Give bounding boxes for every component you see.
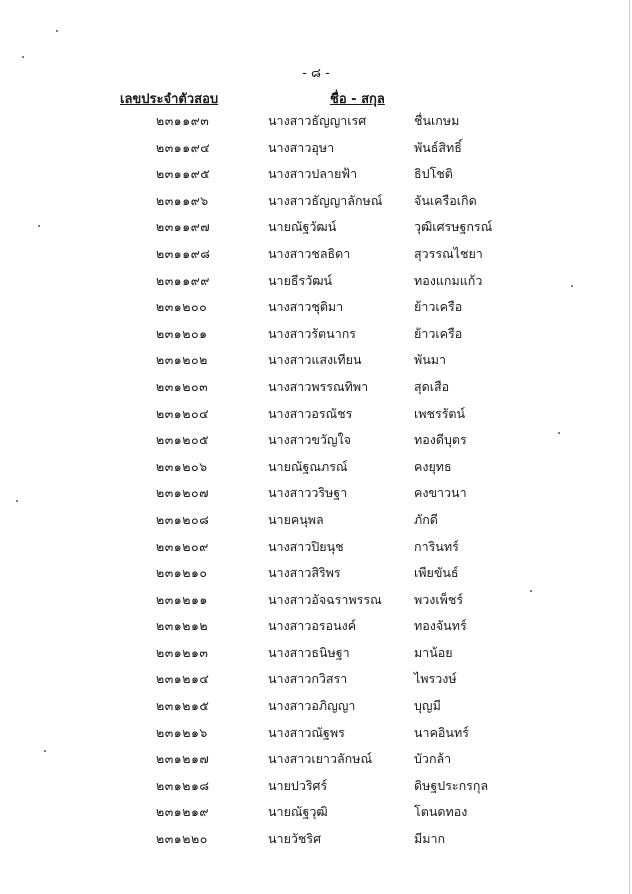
candidate-id: ๒๓๑๒๑๐ — [156, 565, 208, 581]
candidate-id: ๒๓๑๒๑๓ — [156, 644, 209, 660]
candidate-id: ๒๓๑๒๒๐ — [156, 831, 208, 847]
candidate-first-name: นางสาวธัญญาลักษณ์ — [268, 192, 383, 208]
candidate-id: ๒๓๑๒๐๒ — [156, 352, 208, 368]
candidate-last-name: ทองจันทร์ — [414, 618, 467, 634]
list-item — [0, 723, 632, 750]
scan-edge — [629, 0, 630, 894]
candidate-id: ๒๓๑๒๐๐ — [156, 299, 208, 315]
candidate-id: ๒๓๑๒๑๘ — [156, 777, 210, 793]
candidate-first-name: นายณัฐวัฒน์ — [268, 219, 337, 235]
candidate-id: ๒๓๑๒๐๗ — [156, 485, 209, 501]
candidate-id: ๒๓๑๒๑๔ — [156, 671, 210, 687]
candidate-last-name: จันเครือเกิด — [414, 192, 477, 208]
list-item — [0, 510, 632, 537]
candidate-last-name: พันธ์สิทธิ์ — [414, 139, 462, 155]
candidate-id: ๒๓๑๒๐๕ — [156, 432, 210, 448]
candidate-first-name: นางสาวชุติมา — [268, 299, 344, 315]
candidate-last-name: นาคอินทร์ — [414, 724, 469, 740]
list-item — [0, 217, 632, 244]
candidate-first-name: นางสาวพรรณทิพา — [268, 378, 369, 394]
candidate-last-name: ชื่นเกษม — [414, 113, 460, 128]
candidate-last-name: พวงเพ็ชร์ — [414, 591, 464, 607]
list-item — [0, 696, 632, 723]
list-item — [0, 164, 632, 191]
candidate-first-name: นางสาวรัตนากร — [268, 325, 357, 341]
candidate-first-name: นายณัฐณภรณ์ — [268, 458, 348, 474]
candidate-id: ๒๓๑๑๙๓ — [156, 113, 210, 128]
candidate-first-name: นางสาวปลายฟ้า — [268, 166, 358, 182]
candidate-id: ๒๓๑๒๑๗ — [156, 751, 210, 767]
candidate-last-name: มีมาก — [414, 831, 446, 847]
page-number: - ๘ - — [302, 66, 330, 81]
candidate-id: ๒๓๑๒๐๙ — [156, 538, 209, 554]
candidate-last-name: พันมา — [414, 352, 447, 368]
candidate-first-name: นายธีรวัฒน์ — [268, 272, 333, 288]
candidate-id: ๒๓๑๑๙๗ — [156, 219, 211, 235]
scan-speck — [56, 30, 58, 32]
candidate-id: ๒๓๑๒๑๖ — [156, 724, 208, 740]
candidate-first-name: นางสาวอัจฉราพรรณ — [268, 591, 382, 607]
candidate-first-name: นางสาวอุษา — [268, 139, 335, 155]
candidate-last-name: สุวรรณไชยา — [414, 245, 483, 261]
list-item — [0, 111, 632, 138]
candidate-first-name: นางสาวขวัญใจ — [268, 432, 351, 448]
list-item — [0, 802, 632, 829]
candidate-first-name: นางสาวปิยนุช — [268, 538, 344, 554]
list-item — [0, 749, 632, 776]
candidate-first-name: นายณัฐวุฒิ — [268, 804, 328, 820]
scan-speck — [16, 500, 18, 502]
candidate-first-name: นางสาวสิริพร — [268, 565, 341, 581]
candidate-last-name: โตนดทอง — [414, 804, 468, 820]
list-item — [0, 829, 632, 856]
list-item — [0, 616, 632, 643]
scan-speck — [530, 590, 532, 592]
candidate-first-name: นางสาวเยาวลักษณ์ — [268, 751, 373, 767]
candidate-first-name: นางสาวธนิษฐา — [268, 644, 350, 660]
candidate-first-name: นางสาวอรอนงค์ — [268, 618, 357, 634]
candidate-id: ๒๓๑๒๑๑ — [156, 591, 208, 607]
candidate-first-name: นางสาววริษฐา — [268, 485, 348, 501]
scan-speck — [44, 750, 46, 752]
candidate-last-name: ย้าวเครือ — [414, 299, 463, 315]
scan-speck — [571, 285, 573, 287]
list-item — [0, 138, 632, 165]
candidate-id: ๒๓๑๑๙๖ — [156, 192, 209, 208]
candidate-first-name: นายคนุพล — [268, 511, 324, 527]
scan-speck — [38, 225, 40, 227]
candidate-last-name: เพียขันธ์ — [414, 565, 459, 581]
candidate-first-name: นางสาวธัญญาเรศ — [268, 113, 367, 128]
candidate-last-name: ทองแกมแก้ว — [414, 272, 483, 288]
candidate-last-name: บุญมี — [414, 698, 441, 714]
candidate-last-name: คงขาวนา — [414, 485, 467, 501]
candidate-id: ๒๓๑๑๙๙ — [156, 272, 210, 288]
candidate-first-name: นางสาวกวิสรา — [268, 671, 348, 687]
candidate-id: ๒๓๑๒๐๘ — [156, 511, 210, 527]
candidate-id: ๒๓๑๑๙๔ — [156, 139, 211, 155]
candidate-id: ๒๓๑๒๑๒ — [156, 618, 209, 634]
candidate-last-name: ภักดี — [414, 511, 438, 527]
candidate-first-name: นายปวริศร์ — [268, 777, 328, 793]
list-item — [0, 669, 632, 696]
candidate-first-name: นางสาวอภิญญา — [268, 698, 356, 714]
list-item — [0, 457, 632, 484]
candidate-last-name: ดิษฐประกรกุล — [414, 777, 489, 793]
candidate-last-name: ธิปโชติ — [414, 166, 453, 182]
list-item — [0, 271, 632, 298]
candidate-first-name: นายวัชริศ — [268, 831, 322, 847]
list-item — [0, 643, 632, 670]
list-item — [0, 350, 632, 377]
list-item — [0, 404, 632, 431]
candidate-last-name: ทองดีบุตร — [414, 432, 467, 448]
candidate-id: ๒๓๑๒๐๓ — [156, 378, 209, 394]
candidate-last-name: บัวกล้า — [414, 751, 452, 767]
list-item — [0, 377, 632, 404]
candidate-id: ๒๓๑๒๑๕ — [156, 698, 210, 714]
header-exam-id: เลขประจำตัวสอบ — [120, 92, 219, 107]
list-item — [0, 483, 632, 510]
scan-speck — [22, 56, 24, 58]
candidate-last-name: มาน้อย — [414, 644, 453, 660]
list-item — [0, 563, 632, 590]
list-item — [0, 324, 632, 351]
candidate-last-name: ไพรวงษ์ — [414, 671, 457, 687]
candidate-id: ๒๓๑๑๙๕ — [156, 166, 211, 182]
candidate-first-name: นางสาวแสงเทียน — [268, 352, 362, 368]
candidate-last-name: สุดเสือ — [414, 378, 450, 394]
candidate-id: ๒๓๑๒๐๔ — [156, 405, 210, 421]
candidate-id: ๒๓๑๑๙๘ — [156, 245, 211, 261]
scan-speck — [558, 432, 560, 434]
candidate-first-name: นางสาวอรณัชร — [268, 405, 353, 421]
candidate-list — [0, 111, 632, 856]
candidate-last-name: เพชรรัตน์ — [414, 405, 466, 421]
list-item — [0, 430, 632, 457]
candidate-last-name: คงยุทธ — [414, 458, 452, 474]
header-name: ชื่อ - สกุล — [330, 92, 385, 107]
list-item — [0, 776, 632, 803]
candidate-last-name: การินทร์ — [414, 538, 459, 554]
candidate-id: ๒๓๑๒๐๑ — [156, 325, 208, 341]
list-item — [0, 191, 632, 218]
list-item — [0, 590, 632, 617]
candidate-last-name: วุฒิเศรษฐกรณ์ — [414, 219, 493, 235]
list-item — [0, 297, 632, 324]
candidate-first-name: นางสาวชลธิดา — [268, 245, 351, 261]
candidate-id: ๒๓๑๒๐๖ — [156, 458, 208, 474]
list-item — [0, 537, 632, 564]
list-item — [0, 244, 632, 271]
candidate-first-name: นางสาวณัฐพร — [268, 724, 345, 740]
candidate-id: ๒๓๑๒๑๙ — [156, 804, 210, 820]
candidate-last-name: ย้าวเครือ — [414, 325, 463, 341]
